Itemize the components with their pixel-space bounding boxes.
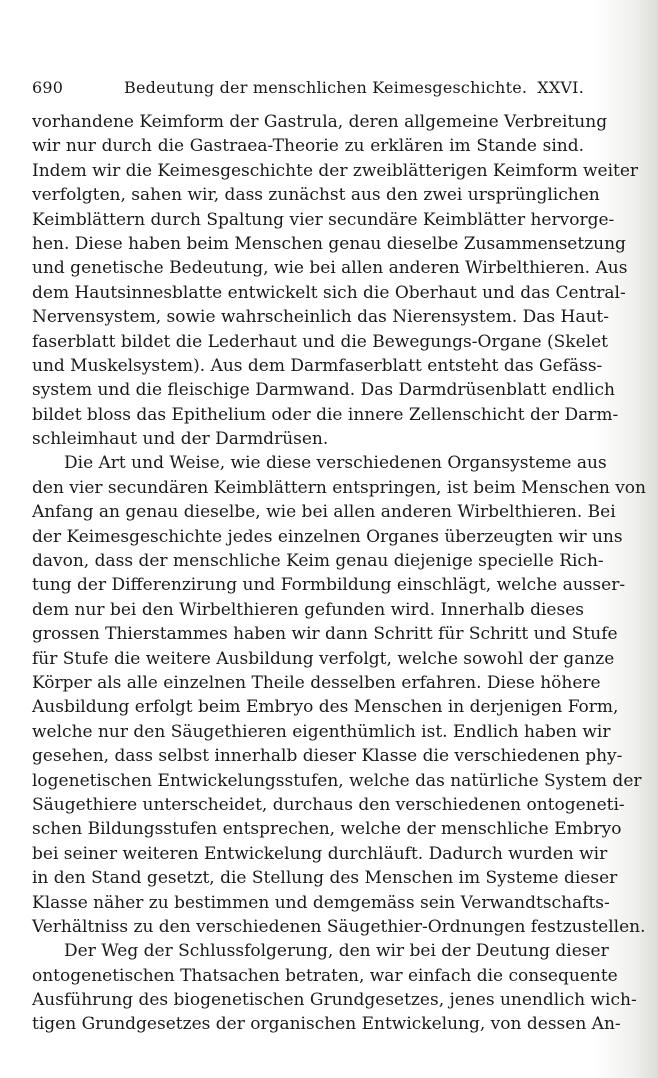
text-line: den vier secundären Keimblättern entspringen, ist beim Menschen von — [32, 477, 646, 498]
text-line: Die Art und Weise, wie diese verschiedenen Organsysteme aus — [64, 453, 607, 474]
text-line: Keimblättern durch Spaltung vier secundäre Keimblätter hervorge- — [32, 209, 615, 230]
text-line: bei seiner weiteren Entwickelung durchläuft. Dadurch wurden wir — [32, 843, 608, 864]
text-line: und genetische Bedeutung, wie bei allen anderen Wirbelthieren. Aus — [32, 258, 628, 279]
text-line: wir nur durch die Gastraea-Theorie zu erklären im Stande sind. — [32, 136, 584, 157]
text-line: davon, dass der menschliche Keim genau diejenige specielle Rich- — [32, 551, 604, 572]
text-line: welche nur den Säugethieren eigenthümlich ist. Endlich haben wir — [32, 721, 611, 742]
chapter-number: XXVI. — [537, 78, 584, 97]
text-line: grossen Thierstammes haben wir dann Schritt für Schritt und Stufe — [32, 624, 618, 645]
text-line: Indem wir die Keimesgeschichte der zweiblätterigen Keimform weiter — [32, 160, 639, 181]
text-line: hen. Diese haben beim Menschen genau dieselbe Zusammensetzung — [32, 233, 626, 254]
text-line: Der Weg der Schlussfolgerung, den wir bei der Deutung dieser — [64, 941, 609, 962]
text-line: tung der Differenzirung und Formbildung einschlägt, welche ausser- — [32, 575, 626, 596]
paragraph — [32, 451, 646, 939]
text-line: Ausführung des biogenetischen Grundgesetzes, jenes unendlich wich- — [32, 990, 637, 1011]
text-line: Klasse näher zu bestimmen und demgemäss sein Verwandtschafts- — [32, 892, 610, 913]
running-title: Bedeutung der menschlichen Keimesgeschichte. — [124, 78, 528, 97]
text-line: gesehen, dass selbst innerhalb dieser Klasse die verschiedenen phy- — [32, 746, 623, 767]
page-number: 690 — [32, 78, 64, 97]
text-line: ontogenetischen Thatsachen betraten, war einfach die consequente — [32, 965, 618, 986]
text-line: in den Stand gesetzt, die Stellung des Menschen im Systeme dieser — [32, 868, 618, 889]
body-text — [32, 110, 646, 1037]
running-header — [32, 78, 584, 102]
text-line: für Stufe die weitere Ausbildung verfolgt, welche sowohl der ganze — [32, 648, 615, 669]
paragraph — [32, 939, 637, 1037]
text-line: schleimhaut und der Darmdrüsen. — [32, 429, 329, 450]
text-line: dem nur bei den Wirbelthieren gefunden wird. Innerhalb dieses — [32, 599, 584, 620]
text-line: schen Bildungsstufen entsprechen, welche der menschliche Embryo — [32, 819, 622, 840]
text-line: faserblatt bildet die Lederhaut und die Bewegungs-Organe (Skelet — [32, 331, 608, 352]
text-line: Anfang an genau dieselbe, wie bei allen anderen Wirbelthieren. Bei — [32, 502, 616, 523]
text-line: vorhandene Keimform der Gastrula, deren allgemeine Verbreitung — [32, 112, 608, 132]
text-line: und Muskelsystem). Aus dem Darmfaserblatt entsteht das Gefäss- — [32, 355, 603, 376]
text-line: tigen Grundgesetzes der organischen Entwickelung, von dessen An- — [32, 1014, 621, 1035]
text-line: der Keimesgeschichte jedes einzelnen Organes überzeugten wir uns — [32, 526, 623, 547]
text-line: dem Hautsinnesblatte entwickelt sich die Oberhaut und das Central- — [32, 282, 626, 303]
paragraph — [32, 110, 639, 451]
text-line: Körper als alle einzelnen Theile desselben erfahren. Diese höhere — [32, 672, 601, 693]
text-line: Verhältniss zu den verschiedenen Säugethier-Ordnungen festzustellen. — [32, 916, 646, 937]
text-line: verfolgten, sahen wir, dass zunächst aus den zwei ursprünglichen — [32, 185, 600, 206]
text-line: Nervensystem, sowie wahrscheinlich das Nierensystem. Das Haut- — [32, 307, 610, 328]
text-line: logenetischen Entwickelungsstufen, welche das natürliche System der — [32, 770, 642, 791]
text-line: bildet bloss das Epithelium oder die innere Zellenschicht der Darm- — [32, 404, 619, 425]
text-line: Ausbildung erfolgt beim Embryo des Menschen in derjenigen Form, — [32, 697, 619, 718]
text-line: system und die fleischige Darmwand. Das Darmdrüsenblatt endlich — [32, 380, 615, 401]
text-line: Säugethiere unterscheidet, durchaus den verschiedenen ontogeneti- — [32, 794, 625, 815]
